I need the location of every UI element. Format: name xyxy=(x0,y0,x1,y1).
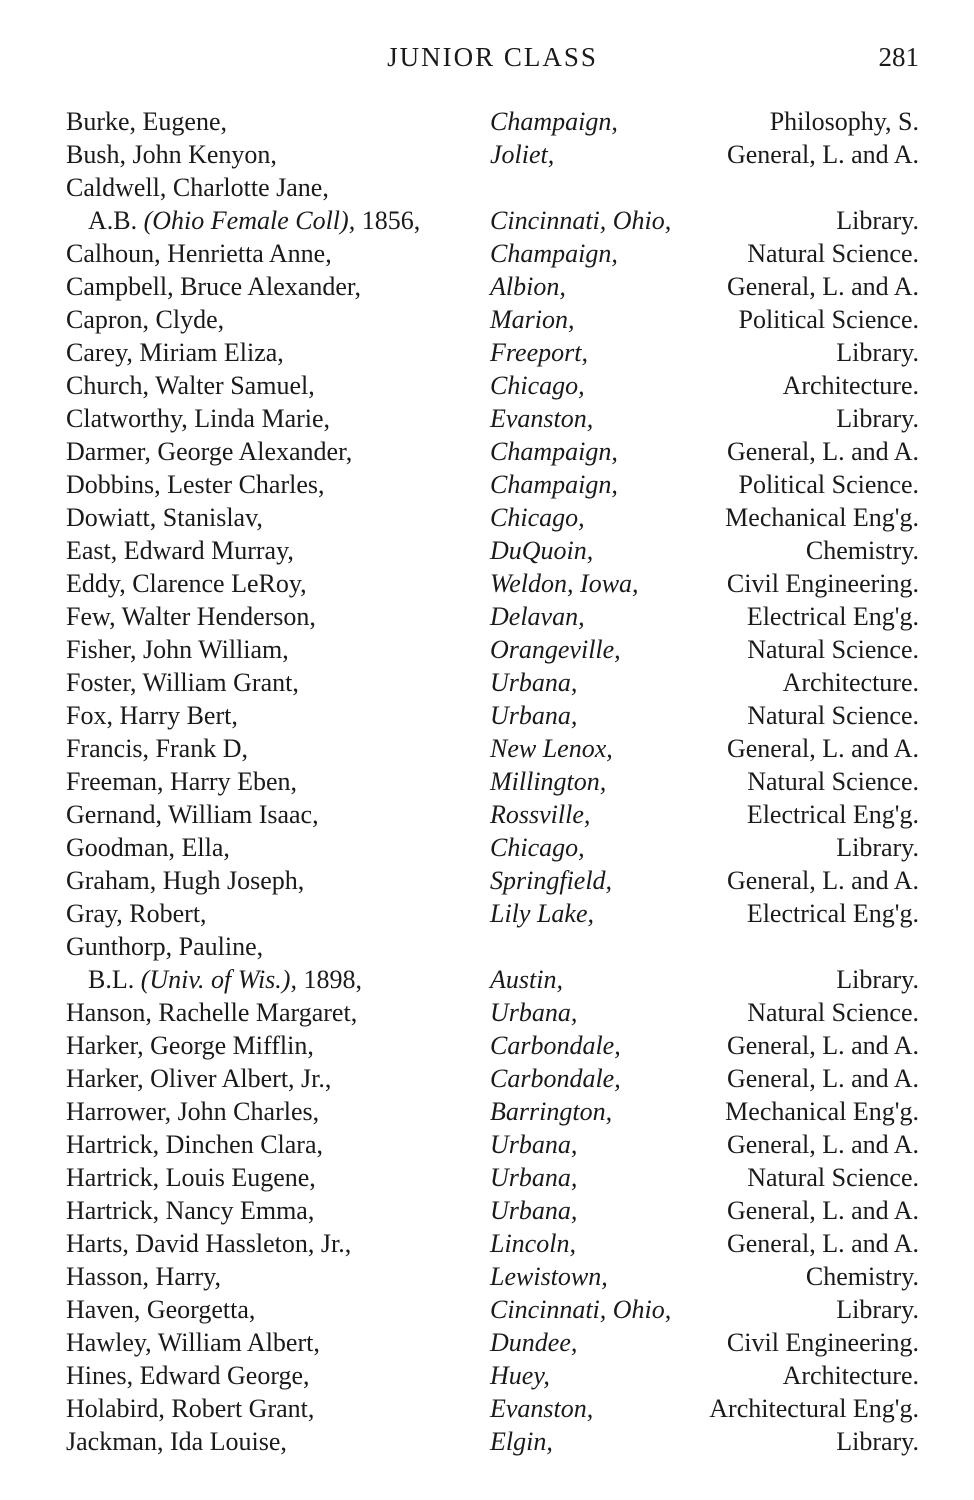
roster-row xyxy=(66,567,919,600)
student-name: Graham, Hugh Joseph, xyxy=(66,866,305,895)
student-name: Calhoun, Henrietta Anne, xyxy=(66,239,332,268)
hometown: Chicago, xyxy=(490,833,585,862)
hometown: Champaign, xyxy=(490,470,618,499)
degree-year: 1898, xyxy=(303,965,362,994)
course-of-study: Architecture. xyxy=(782,1361,919,1390)
course-of-study: Natural Science. xyxy=(747,701,919,730)
hometown: DuQuoin, xyxy=(490,536,594,565)
hometown: Urbana, xyxy=(490,1196,578,1225)
roster-row xyxy=(66,468,919,501)
student-name: Jackman, Ida Louise, xyxy=(66,1427,287,1456)
roster-row xyxy=(66,1392,919,1425)
roster-row xyxy=(66,1128,919,1161)
student-name: Hines, Edward George, xyxy=(66,1361,310,1390)
hometown: Carbondale, xyxy=(490,1031,621,1060)
roster-row xyxy=(66,1161,919,1194)
course-of-study: Electrical Eng'g. xyxy=(746,899,919,928)
course-of-study: Natural Science. xyxy=(747,1163,919,1192)
student-name: Gernand, William Isaac, xyxy=(66,800,319,829)
roster-row xyxy=(66,435,919,468)
hometown: Orangeville, xyxy=(490,635,621,664)
course-of-study: Philosophy, S. xyxy=(769,107,919,136)
roster-row xyxy=(66,237,919,270)
roster-row xyxy=(66,930,919,963)
hometown: Cincinnati, Ohio, xyxy=(490,1295,672,1324)
student-name: East, Edward Murray, xyxy=(66,536,294,565)
hometown: Weldon, Iowa, xyxy=(490,569,639,598)
student-name: Clatworthy, Linda Marie, xyxy=(66,404,331,433)
course-of-study: Electrical Eng'g. xyxy=(746,602,919,631)
roster-row xyxy=(66,1326,919,1359)
hometown: Urbana, xyxy=(490,1130,578,1159)
student-name: Gray, Robert, xyxy=(66,899,207,928)
student-name: Goodman, Ella, xyxy=(66,833,230,862)
roster-row xyxy=(66,1260,919,1293)
hometown: Albion, xyxy=(490,272,566,301)
course-of-study: Library. xyxy=(836,206,919,235)
page-title: JUNIOR CLASS xyxy=(387,42,598,72)
roster-row-degree xyxy=(66,204,919,237)
roster-row xyxy=(66,1062,919,1095)
student-name: Church, Walter Samuel, xyxy=(66,371,315,400)
student-name: Hasson, Harry, xyxy=(66,1262,221,1291)
hometown: Joliet, xyxy=(490,140,555,169)
course-of-study: Civil Engineering. xyxy=(726,569,919,598)
student-name: Few, Walter Henderson, xyxy=(66,602,316,631)
hometown: Springfield, xyxy=(490,866,613,895)
course-of-study: Civil Engineering. xyxy=(726,1328,919,1357)
roster-row xyxy=(66,732,919,765)
course-of-study: Natural Science. xyxy=(747,635,919,664)
course-of-study: General, L. and A. xyxy=(726,272,919,301)
hometown: Carbondale, xyxy=(490,1064,621,1093)
hometown: Huey, xyxy=(490,1361,550,1390)
course-of-study: Library. xyxy=(836,1427,919,1456)
course-of-study: General, L. and A. xyxy=(726,1130,919,1159)
student-name: Hartrick, Louis Eugene, xyxy=(66,1163,316,1192)
roster-row xyxy=(66,1227,919,1260)
course-of-study: Natural Science. xyxy=(747,767,919,796)
course-of-study: Library. xyxy=(836,404,919,433)
student-name: Bush, John Kenyon, xyxy=(66,140,277,169)
hometown: Evanston, xyxy=(490,1394,594,1423)
student-roster xyxy=(66,105,919,1458)
course-of-study: Political Science. xyxy=(738,305,919,334)
course-of-study: Library. xyxy=(836,965,919,994)
roster-row xyxy=(66,171,919,204)
degree: B.L. xyxy=(88,965,135,994)
student-name: Francis, Frank D, xyxy=(66,734,248,763)
hometown: Cincinnati, Ohio, xyxy=(490,206,672,235)
student-name: Harker, Oliver Albert, Jr., xyxy=(66,1064,332,1093)
student-name: Fisher, John William, xyxy=(66,635,289,664)
student-name: Caldwell, Charlotte Jane, xyxy=(66,173,329,202)
roster-row-degree xyxy=(66,963,919,996)
student-name: Foster, William Grant, xyxy=(66,668,299,697)
page-number: 281 xyxy=(878,42,919,72)
hometown: Chicago, xyxy=(490,371,585,400)
roster-row xyxy=(66,996,919,1029)
roster-row xyxy=(66,501,919,534)
student-name: Dowiatt, Stanislav, xyxy=(66,503,263,532)
course-of-study: General, L. and A. xyxy=(726,1196,919,1225)
degree-school: (Ohio Female Coll), xyxy=(143,206,356,235)
hometown: Lily Lake, xyxy=(490,899,594,928)
degree: A.B. xyxy=(88,206,138,235)
course-of-study: Architectural Eng'g. xyxy=(709,1394,919,1423)
roster-row xyxy=(66,864,919,897)
roster-row xyxy=(66,138,919,171)
hometown: Millington, xyxy=(490,767,607,796)
roster-row xyxy=(66,765,919,798)
student-name: Darmer, George Alexander, xyxy=(66,437,353,466)
roster-row xyxy=(66,270,919,303)
hometown: Urbana, xyxy=(490,1163,578,1192)
roster-row xyxy=(66,897,919,930)
course-of-study: Mechanical Eng'g. xyxy=(725,1097,919,1126)
degree-school: (Univ. of Wis.), xyxy=(140,965,297,994)
degree-year: 1856, xyxy=(361,206,421,235)
hometown: Dundee, xyxy=(490,1328,578,1357)
course-of-study: Library. xyxy=(836,1295,919,1324)
hometown: Urbana, xyxy=(490,701,578,730)
hometown: Elgin, xyxy=(490,1427,553,1456)
roster-row xyxy=(66,798,919,831)
hometown: Freeport, xyxy=(490,338,588,367)
prior-degree xyxy=(88,204,420,237)
course-of-study: General, L. and A. xyxy=(726,437,919,466)
course-of-study: General, L. and A. xyxy=(726,1229,919,1258)
course-of-study: Mechanical Eng'g. xyxy=(725,503,919,532)
course-of-study: Library. xyxy=(836,833,919,862)
course-of-study: General, L. and A. xyxy=(726,734,919,763)
course-of-study: Library. xyxy=(836,338,919,367)
student-name: Harts, David Hassleton, Jr., xyxy=(66,1229,352,1258)
roster-row xyxy=(66,303,919,336)
hometown: Urbana, xyxy=(490,668,578,697)
student-name: Campbell, Bruce Alexander, xyxy=(66,272,361,301)
hometown: Marion, xyxy=(490,305,575,334)
hometown: Barrington, xyxy=(490,1097,613,1126)
roster-row xyxy=(66,1293,919,1326)
roster-row xyxy=(66,831,919,864)
roster-row xyxy=(66,666,919,699)
student-name: Hartrick, Dinchen Clara, xyxy=(66,1130,324,1159)
student-name: Hartrick, Nancy Emma, xyxy=(66,1196,315,1225)
course-of-study: Natural Science. xyxy=(747,998,919,1027)
student-name: Carey, Miriam Eliza, xyxy=(66,338,284,367)
student-name: Harker, George Mifflin, xyxy=(66,1031,314,1060)
student-name: Burke, Eugene, xyxy=(66,107,228,136)
student-name: Haven, Georgetta, xyxy=(66,1295,256,1324)
course-of-study: Natural Science. xyxy=(747,239,919,268)
student-name: Holabird, Robert Grant, xyxy=(66,1394,315,1423)
course-of-study: Chemistry. xyxy=(805,536,919,565)
roster-row xyxy=(66,1359,919,1392)
roster-row xyxy=(66,1194,919,1227)
roster-row xyxy=(66,105,919,138)
course-of-study: Electrical Eng'g. xyxy=(746,800,919,829)
student-name: Freeman, Harry Eben, xyxy=(66,767,298,796)
student-name: Hawley, William Albert, xyxy=(66,1328,320,1357)
roster-row xyxy=(66,699,919,732)
student-name: Gunthorp, Pauline, xyxy=(66,932,264,961)
hometown: Champaign, xyxy=(490,437,618,466)
course-of-study: Political Science. xyxy=(738,470,919,499)
hometown: Lincoln, xyxy=(490,1229,576,1258)
roster-row xyxy=(66,534,919,567)
course-of-study: Architecture. xyxy=(782,668,919,697)
prior-degree xyxy=(88,963,362,996)
course-of-study: General, L. and A. xyxy=(726,1064,919,1093)
hometown: Evanston, xyxy=(490,404,594,433)
roster-row xyxy=(66,402,919,435)
roster-row xyxy=(66,1095,919,1128)
course-of-study: Chemistry. xyxy=(805,1262,919,1291)
student-name: Harrower, John Charles, xyxy=(66,1097,320,1126)
student-name: Dobbins, Lester Charles, xyxy=(66,470,325,499)
course-of-study: Architecture. xyxy=(782,371,919,400)
roster-row xyxy=(66,633,919,666)
roster-row xyxy=(66,336,919,369)
hometown: Champaign, xyxy=(490,107,618,136)
course-of-study: General, L. and A. xyxy=(726,1031,919,1060)
hometown: New Lenox, xyxy=(490,734,613,763)
hometown: Champaign, xyxy=(490,239,618,268)
running-head xyxy=(66,42,919,82)
hometown: Urbana, xyxy=(490,998,578,1027)
roster-row xyxy=(66,1029,919,1062)
student-name: Hanson, Rachelle Margaret, xyxy=(66,998,358,1027)
hometown: Delavan, xyxy=(490,602,585,631)
roster-row xyxy=(66,369,919,402)
hometown: Chicago, xyxy=(490,503,585,532)
student-name: Eddy, Clarence LeRoy, xyxy=(66,569,307,598)
hometown: Lewistown, xyxy=(490,1262,608,1291)
hometown: Rossville, xyxy=(490,800,591,829)
hometown: Austin, xyxy=(490,965,563,994)
course-of-study: General, L. and A. xyxy=(726,866,919,895)
student-name: Capron, Clyde, xyxy=(66,305,225,334)
roster-row xyxy=(66,600,919,633)
student-name: Fox, Harry Bert, xyxy=(66,701,238,730)
course-of-study: General, L. and A. xyxy=(726,140,919,169)
roster-row xyxy=(66,1425,919,1458)
